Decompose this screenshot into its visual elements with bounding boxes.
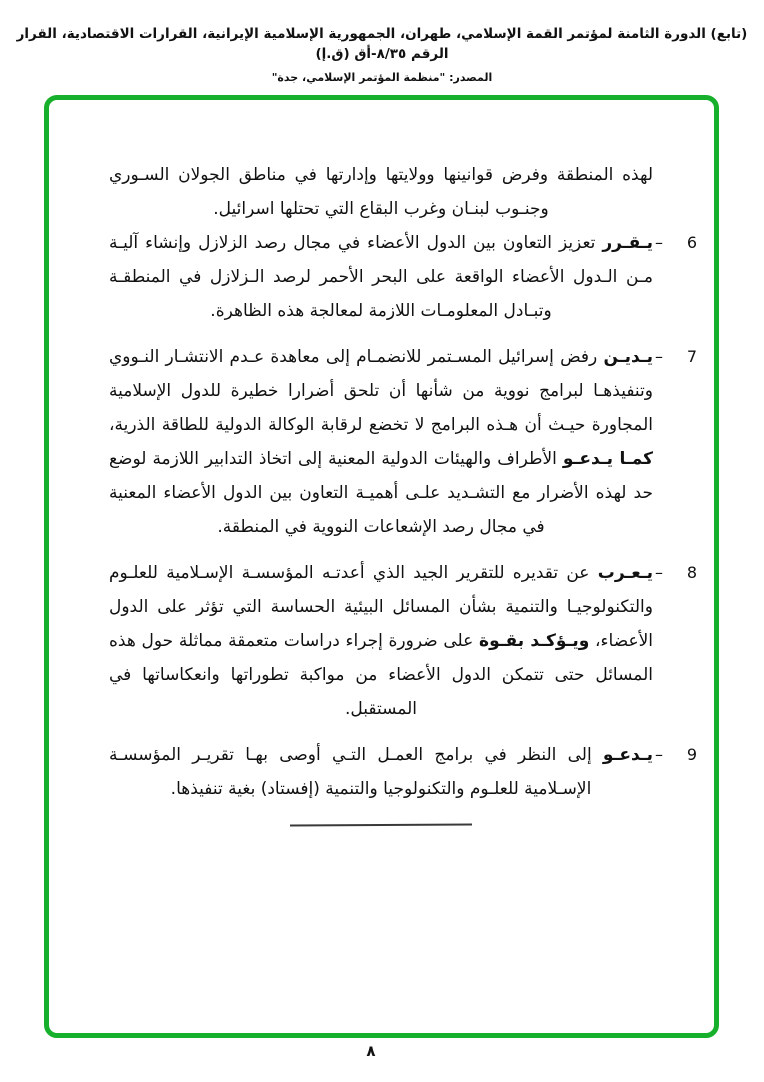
item-number: 8 [686,563,697,582]
item-paragraph [109,226,653,328]
resolution-item [109,738,697,806]
item-dash: – [655,347,663,366]
item-dash: – [655,745,663,764]
document-title-line: (تابع) الدورة الثامنة لمؤتمر القمة الإسلامي، طهران، الجمهورية الإسلامية الإيرانية، القرارات الاقتصادية، القرار الرقم ٨/٣٥-أق (ق.إ) [16,26,748,62]
page-header [0,24,764,84]
item-text-segment: إلى النظر في برامج العمـل التـي أوصى بهـا تقريـر المؤسسـة الإسـلامية للعلـوم والتكنولوجيا والتنمية (إفستاد) بغية تنفيذها. [109,745,603,799]
item-text-segment: رفض إسرائيل المسـتمر للانضمـام إلى معاهدة عـدم الانتشـار النـووي وتنفيذهـا لبرامج نووية من شأنها أن تلحق أضرارا خطيرة للدول الإسلامية المجاورة حيـث أن هـذه البرامج لا تخضع لرقابة الوكالة الدولية للطاقة الذرية، [109,347,653,435]
item-text-segment: على ضرورة إجراء دراسات متعمقة مماثلة حول هذه المسائل حتى تتمكن الدول الأعضاء من مواكبة تطوراتها وانعكاساتها في المستقبل. [109,631,653,719]
document-frame [44,95,719,1038]
item-operative-word: ويـؤكـد بقـوة [479,631,590,651]
resolution-item [109,340,697,544]
item-text-segment: تعزيز التعاون بين الدول الأعضاء في مجال رصد الزلازل وإنشاء آليـة مـن الـدول الأعضاء الواقعة على البحر الأحمر لرصد الـزلازل في المنطقـة وتبـادل المعلومـات اللازمة لمعالجة هذه الظاهرة. [109,233,653,321]
item-marker [655,738,697,772]
item-dash: – [655,563,663,582]
item-paragraph [109,340,653,544]
item-operative-word: كمـا يـدعـو [562,449,653,469]
item-operative-word: يـقـرر [602,233,653,253]
item-paragraph [109,556,653,726]
item-number: 7 [686,347,697,366]
item-operative-word: يـعـرب [597,563,653,583]
item-marker [655,340,697,374]
item-text-segment: الأطراف والهيئات الدولية المعنية إلى اتخاذ التدابير اللازمة لوضع حد لهذه الأضرار مع التشـديد علـى أهميـة التعاون بين الدول الأعضاء المعنية في مجال رصد الإشعاعات النووية في المنطقة. [109,449,653,537]
resolution-item [109,556,697,726]
item-paragraph [109,738,653,806]
item-dash: – [655,233,663,252]
item-number: 9 [686,745,697,764]
item-operative-word: يـديـن [603,347,653,367]
continuation-paragraph: لهذه المنطقة وفرض قوانينها وولايتها وإدارتها في مناطق الجولان السـوري وجنـوب لبنـان وغرب البقاع التي تحتلها اسرائيل. [109,165,653,219]
resolution-items [109,226,697,806]
document-content [109,158,697,826]
source-line: المصدر: "منظمة المؤتمر الإسلامي، جدة" [271,71,493,84]
item-number: 6 [686,233,697,252]
item-text-segment: عن تقديره للتقرير الجيد الذي أعدتـه المؤسسـة الإسـلامية للعلـوم والتكنولوجيـا والتنمية بشأن المسائل البيئية الحساسة التي تؤثر على الدول الأعضاء، [109,563,654,651]
page-number: ٨ [366,1042,376,1060]
item-marker [655,226,697,260]
item-operative-word: يـدعـو [602,745,653,765]
end-divider [290,824,472,827]
item-marker [655,556,697,590]
resolution-item [109,226,697,328]
